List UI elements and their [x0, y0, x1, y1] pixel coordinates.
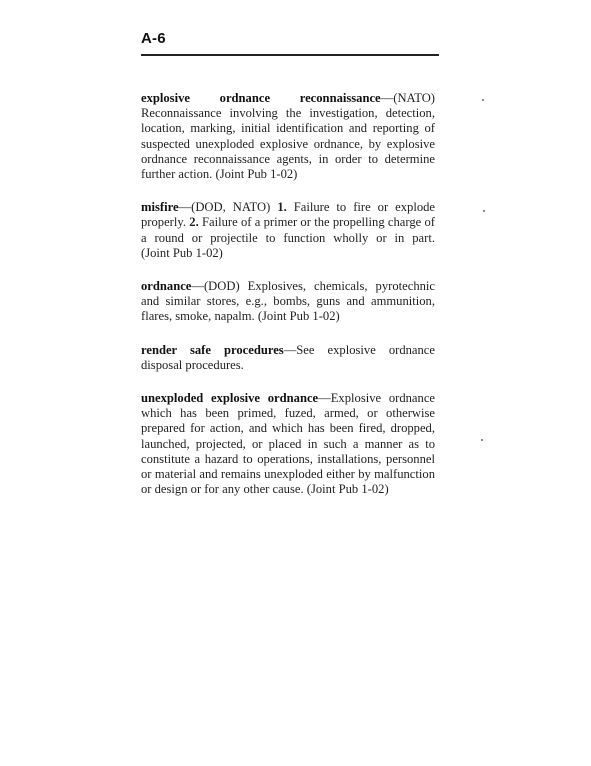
- entry-definition: (DOD) Explosives, chemicals, pyrotechnic and similar stores, e.g., bombs, guns and ammunition, flares, smoke, napalm.: [141, 279, 435, 324]
- entry-lead: (DOD, NATO): [191, 200, 271, 215]
- entry-term: explosive ordnance reconnaissance: [141, 91, 381, 105]
- header-rule: [141, 54, 439, 56]
- glossary-entry: [141, 391, 435, 497]
- glossary-entry: [141, 279, 435, 325]
- entry-separator: —: [283, 342, 297, 357]
- entry-separator: —: [318, 391, 331, 406]
- glossary-entry: [141, 200, 435, 261]
- scan-speck: [483, 210, 485, 212]
- entry-reference: (Joint Pub 1-02): [257, 309, 340, 324]
- entry-definition: (NATO) Reconnaissance involving the investigation, detection, location, marking, initial identification and reporting of suspected unexploded explosive ordnance, by explosive ordnance reconnaissance agents, in order to determine further action.: [141, 91, 435, 182]
- entry-reference: (Joint Pub 1-02): [141, 245, 223, 260]
- scan-speck: [482, 99, 484, 101]
- entry-definition: Explosive ordnance which has been primed, fuzed, armed, or otherwise prepared for action, and which has been fired, dropped, launched, projected, or placed in such a manner as to constitute a hazard to operations, installations, personnel or material and remains unexploded either by malfunction or design or for any other cause.: [141, 391, 436, 497]
- entry-reference: (Joint Pub 1-02): [215, 167, 298, 182]
- entry-term: ordnance: [141, 279, 192, 294]
- glossary-entry: [141, 91, 435, 182]
- entry-definition: Failure to fire or explode properly.: [141, 200, 436, 230]
- glossary-entries: [141, 91, 435, 515]
- entry-definition: Failure of a primer or the propelling charge of a round or projectile to function wholly or in part.: [141, 215, 435, 245]
- entry-term: render safe procedures: [141, 342, 284, 357]
- glossary-entry: [141, 343, 435, 373]
- entry-separator: —: [380, 91, 394, 105]
- entry-reference: (Joint Pub 1-02): [306, 482, 389, 497]
- page-number: A-6: [141, 30, 166, 47]
- scan-speck: [481, 439, 483, 441]
- entry-separator: —: [191, 279, 204, 294]
- definition-number: 2.: [189, 215, 199, 230]
- definition-number: 1.: [277, 200, 287, 215]
- entry-term: unexploded explosive ordnance: [141, 391, 319, 406]
- entry-definition: See explosive ordnance disposal procedures.: [141, 342, 435, 372]
- entry-term: misfire: [141, 200, 179, 215]
- entry-separator: —: [178, 200, 192, 215]
